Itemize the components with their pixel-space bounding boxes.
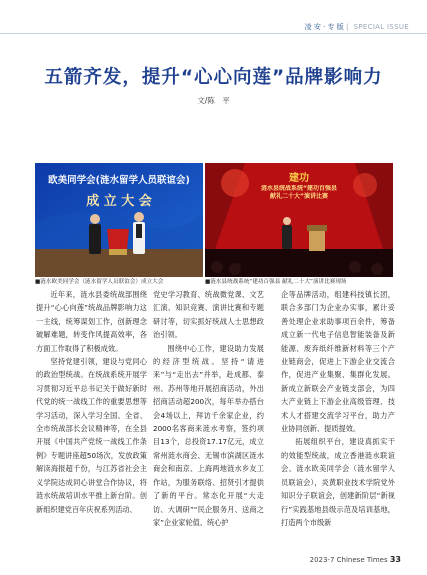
photo1-caption: ■涟水欧美同学会（涟水留学人员联谊会）成立大会 [35, 279, 164, 285]
photo-founding-ceremony [35, 163, 203, 277]
paragraph: 围绕中心工作，建设助力发展的经济型统战。坚持“请进来”与“走出去”并举，赴成都、泰州、苏州等地开展招商活动，外出招商活动超200次，每年举办搭台会4场以上，拜访千余家企业，约2000名客商来涟水考察，签约项目13个，总投资17.17亿元，成立常州涟水商会、无锡市滨湖区涟水商会和南京、上海两地涟水乡友工作站，为服务联络、招贤引才提供了新的平台。常态化开展“大走访、大调研”“民企服务月、送商之家”企业家轮值、统心护 [153, 343, 264, 527]
speech-contest-photo-illustration [205, 163, 393, 277]
magazine-name: Chinese Times [336, 556, 388, 564]
body-column-2 [153, 288, 264, 529]
special-issue-label: SPECIAL ISSUE [353, 23, 409, 31]
page-footer [310, 555, 401, 564]
page-header [305, 22, 409, 32]
header-rule [0, 33, 427, 34]
ceremony-photo-illustration [35, 163, 203, 277]
divider-bar: | [346, 23, 351, 31]
paragraph: 拓展组织平台，建设真抓实干的效能型统战，成立香港涟水联谊会、涟水欧美同学会（涟水留学人员联谊会），炎黄职业技术学院党外知识分子联谊会，创建新阶层“新视行”实践基地县级示范及培训基地，打造两个市级新 [281, 437, 395, 527]
paragraph: 党史学习教育、统战微党课、文艺汇演、知识竞赛、演讲比赛和专题研讨等，切实抓好统战人士思想政治引领。 [153, 290, 264, 340]
body-column-3 [281, 288, 395, 529]
article-title: 五箭齐发，提升“心心向莲”品牌影响力 [44, 67, 383, 88]
page-number: 33 [389, 555, 401, 564]
banner-line2: 成 立 大 会 [86, 194, 152, 209]
issue-number: 2023-7 [309, 556, 335, 564]
photo2-caption: ■涟水县统战系统“建功百强县 献礼二十大”演讲比赛现场 [205, 279, 347, 285]
paragraph: 坚持党建引领，建设与党同心的政治型统战。在统战系统开展学习贯彻习近平总书记关于做好新时代党的统一战线工作的重要思想等学习活动，深入学习全国、全省、全市统战部长会议精神等，在全县开展《中国共产党统一战线工作条例》专题讲座超50场次，发放政策解读海报超千份，与江苏省社会主义学院达成同心讲堂合作协议，将涟水统战培训水平推上新台阶。创新组织建党百年庆祝系列活动、 [36, 357, 147, 514]
body-column-1 [36, 288, 147, 516]
section-label: 凌 安 · 专 版 [304, 23, 344, 31]
photo-speech-contest [205, 163, 393, 277]
screen-glyph: 建功 [289, 173, 309, 184]
byline: 文/陈 平 [197, 96, 230, 105]
screen-text: 涟水县统战系统“建功百强县 献礼二十大”演讲比赛 [261, 185, 337, 200]
paragraph: 企等品牌活动，组建科技镇长团，联合多部门为企业办实事，累计妥善处理企业求助事项百余件，筹备成立新一代电子信息智能装备及新能源、废弃纸纤维新材料等三个产业链商会，促进上下游企业交流合作，促进产业集聚、集群化发展。新成立新联会产业链支部会，为四大产业链上下游企业高级管理、技术人才搭建交流学习平台，助力产业协同创新、提质提效。 [281, 290, 395, 434]
paragraph: 近年来，涟水县委统战部围绕提升“心心向莲”统战品牌影响力这一主线，统筹谋划工作，创新理念破解难题，转变作风提高效率，各方面工作取得了积极成效。 [36, 290, 147, 353]
banner-line1: 欧美同学会(涟水留学人员联谊会) [48, 175, 190, 186]
